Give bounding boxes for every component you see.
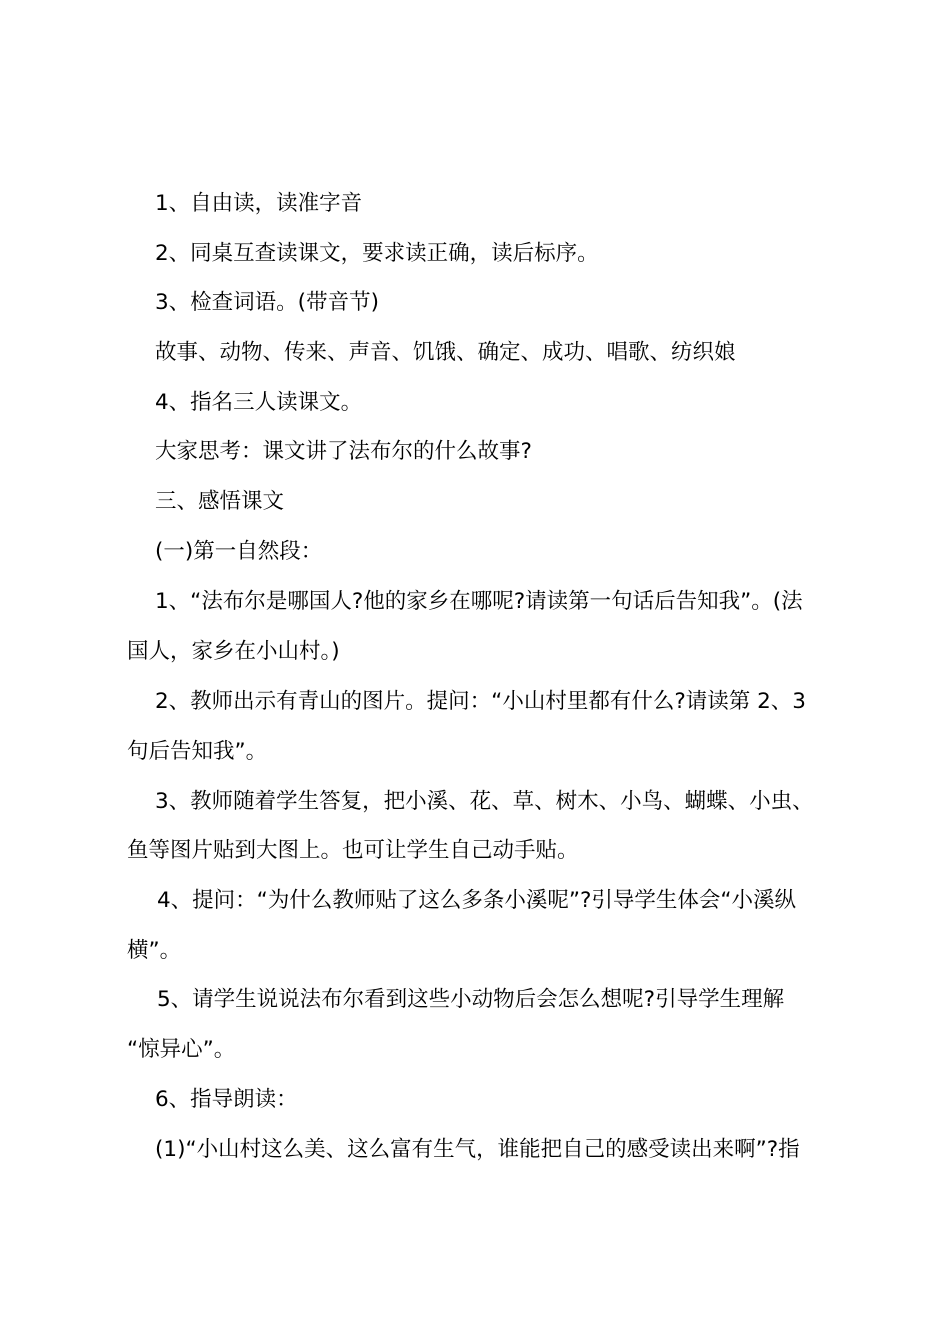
text-line-5: 4、指名三人读课文。 [155, 390, 363, 415]
text-line-18: “惊异心”。 [127, 1037, 236, 1062]
section-heading: 三、感悟课文 [155, 489, 285, 514]
text-line-4: 故事、动物、传来、声音、饥饿、确定、成功、唱歌、纺织娘 [155, 340, 736, 365]
text-line-2: 2、同桌互查读课文，要求读正确，读后标序。 [155, 241, 599, 266]
text-line-10: 国人，家乡在小山村。) [127, 639, 340, 664]
text-line-6: 大家思考：课文讲了法布尔的什么故事? [155, 439, 532, 464]
text-line-1: 1、自由读，读准字音 [155, 191, 363, 216]
text-line-9: 1、“法布尔是哪国人?他的家乡在哪呢?请读第一句话后告知我”。(法 [155, 589, 803, 614]
text-line-13: 3、教师随着学生答复，把小溪、花、草、树木、小鸟、蝴蝶、小虫、 [155, 789, 814, 814]
subsection-heading: (一)第一自然段： [155, 539, 323, 564]
text-line-14: 鱼等图片贴到大图上。也可让学生自己动手贴。 [127, 838, 579, 863]
text-line-19: 6、指导朗读： [155, 1087, 298, 1112]
text-line-20: (1)“小山村这么美、这么富有生气，谁能把自己的感受读出来啊”?指 [155, 1137, 800, 1162]
text-line-12: 句后告知我”。 [127, 739, 268, 764]
text-line-16: 横”。 [127, 938, 182, 963]
text-line-11: 2、教师出示有青山的图片。提问：“小山村里都有什么?请读第 2、3 [155, 689, 806, 714]
text-line-3: 3、检查词语。(带音节) [155, 290, 379, 315]
text-line-17: 5、请学生说说法布尔看到这些小动物后会怎么想呢?引导学生理解 [157, 987, 785, 1012]
text-line-15: 4、提问：“为什么教师贴了这么多条小溪呢”?引导学生体会“小溪纵 [157, 888, 797, 913]
